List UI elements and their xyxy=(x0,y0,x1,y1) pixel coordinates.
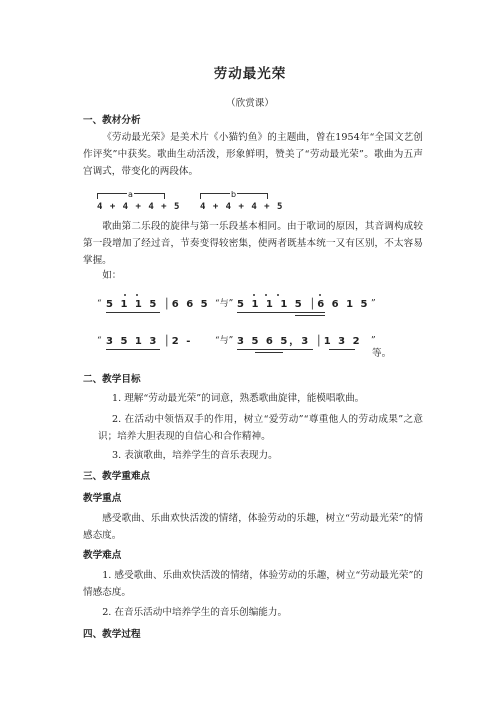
music-row-2: “ 3 5 1 3 │2 - “与” 3 5 6 5，3 │1 3 2 ” xyxy=(97,333,387,355)
paragraph-difficulty-1: 1. 感受歌曲、乐曲欢快活泼的情绪，体验劳动的乐趣，树立“劳动最光荣”的情感态度。 xyxy=(83,570,423,598)
music-row-1-mid: “与” xyxy=(215,299,234,309)
structure-b-label: b xyxy=(230,186,237,203)
structure-b-numbers: 4 + 4 + 4 + 5 xyxy=(200,202,284,212)
music-row-2-right: 3 5 6 5，3 │1 3 2 xyxy=(237,336,362,347)
music-row-1-right: 5 1 1 1 5 │6 6 1 5 xyxy=(237,299,370,310)
subheading-difficulty: 教学难点 xyxy=(83,550,122,561)
page-subtitle: （欣赏课） xyxy=(226,98,274,109)
structure-b xyxy=(200,185,284,215)
paragraph-intro: 《劳动最光荣》是美术片《小猫钓鱼》的主题曲，曾在1954年“全国文艺创作评奖”中获奖。歌曲生动活泼，形象鲜明，赞美了“劳动最光荣”。歌曲为五声宫调式，带变化的两段体。 xyxy=(83,132,423,177)
structure-a-numbers: 4 + 4 + 4 + 5 xyxy=(97,202,181,212)
section-heading-analysis: 一、教材分析 xyxy=(83,115,141,126)
structure-a xyxy=(97,185,181,215)
paragraph-focus: 感受歌曲、乐曲欢快活泼的情绪，体验劳动的乐趣，树立“劳动最光荣”的情感态度。 xyxy=(83,513,423,541)
music-row-1-left: 5 1 1 5 │6 6 5 xyxy=(106,299,210,310)
objective-1: 1. 理解“劳动最光荣”的词意，熟悉歌曲旋律，能模唱歌曲。 xyxy=(112,393,365,404)
music-row-1: “ 5 1 1 5 │6 6 5 “与” 5 1 1 1 5 │6 6 1 5 ” xyxy=(97,296,387,318)
paragraph-difficulty-2: 2. 在音乐活动中培养学生的音乐创编能力。 xyxy=(102,607,288,618)
paragraph-second-section: 歌曲第二乐段的旋律与第一乐段基本相同。由于歌词的原因，其音调构成较第一段增加了经过音，节奏变得较密集，使两者既基本统一又有区别，不太容易掌握。 xyxy=(83,221,423,266)
section-heading-objectives: 二、教学目标 xyxy=(83,374,141,385)
objective-2: 2. 在活动中领悟双手的作用，树立“爱劳动”“尊重他人的劳动成果”之意识；培养大胆表现的自信心和合作精神。 xyxy=(98,414,423,442)
music-row-2-mid: “与” xyxy=(215,336,234,346)
structure-a-label: a xyxy=(127,186,134,203)
music-row-2-left: 3 5 1 3 │2 - xyxy=(106,336,193,347)
objective-3: 3. 表演歌曲，培养学生的音乐表现力。 xyxy=(112,450,278,461)
structure-b-bracket xyxy=(200,190,268,199)
paragraph-example-label: 如： xyxy=(102,270,122,281)
page-title: 劳动最光荣 xyxy=(213,66,287,82)
section-heading-key-points: 三、教学重难点 xyxy=(83,471,151,482)
section-heading-process: 四、教学过程 xyxy=(83,629,141,640)
subheading-focus: 教学重点 xyxy=(83,493,122,504)
music-etc: 等。 xyxy=(372,348,392,359)
structure-a-bracket xyxy=(97,190,165,199)
